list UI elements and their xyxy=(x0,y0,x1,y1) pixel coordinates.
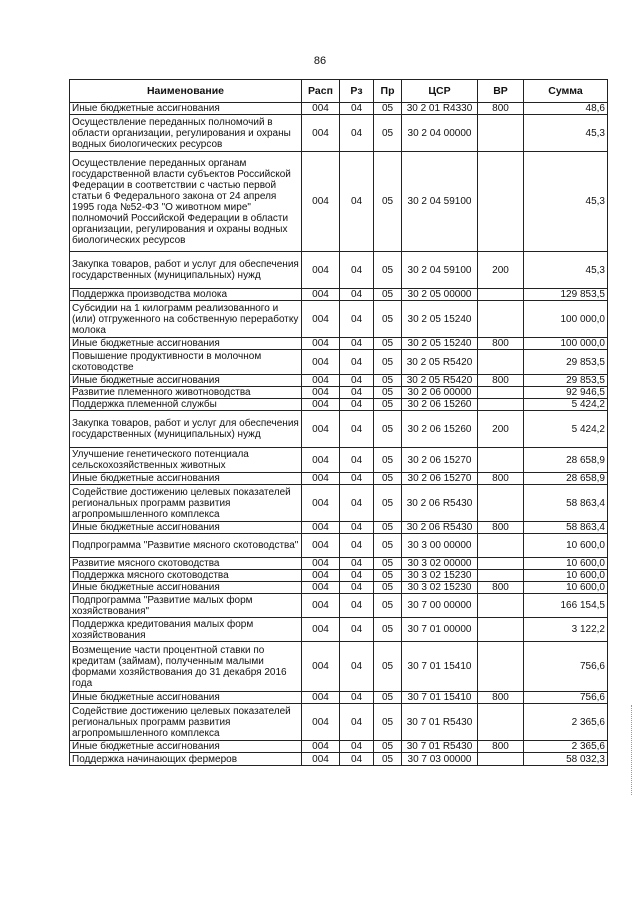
cell-name: Иные бюджетные ассигнования xyxy=(70,338,302,350)
table-header-row xyxy=(70,80,608,103)
cell-pr: 05 xyxy=(374,375,402,387)
budget-table xyxy=(69,79,608,766)
margin-mark xyxy=(631,705,634,795)
cell-pr: 05 xyxy=(374,473,402,485)
cell-pr: 05 xyxy=(374,741,402,753)
cell-pr: 05 xyxy=(374,522,402,534)
cell-pr: 05 xyxy=(374,485,402,522)
cell-csr: 30 2 06 R5430 xyxy=(402,485,478,522)
column-header-sum: Сумма xyxy=(524,80,608,103)
cell-rz: 04 xyxy=(340,642,374,692)
cell-vr: 800 xyxy=(478,522,524,534)
cell-name: Повышение продуктивности в молочном скотоводстве xyxy=(70,350,302,375)
cell-sum: 10 600,0 xyxy=(524,558,608,570)
cell-rasp: 004 xyxy=(302,399,340,411)
cell-name: Иные бюджетные ассигнования xyxy=(70,103,302,115)
cell-pr: 05 xyxy=(374,692,402,704)
cell-sum: 45,3 xyxy=(524,115,608,152)
cell-pr: 05 xyxy=(374,115,402,152)
cell-csr: 30 7 01 15410 xyxy=(402,692,478,704)
cell-rz: 04 xyxy=(340,594,374,618)
cell-sum: 166 154,5 xyxy=(524,594,608,618)
cell-rasp: 004 xyxy=(302,741,340,753)
cell-vr xyxy=(478,289,524,301)
cell-name: Иные бюджетные ассигнования xyxy=(70,375,302,387)
cell-rz: 04 xyxy=(340,152,374,252)
cell-sum: 58 032,3 xyxy=(524,753,608,766)
cell-vr xyxy=(478,115,524,152)
cell-rasp: 004 xyxy=(302,448,340,473)
cell-csr: 30 2 06 R5430 xyxy=(402,522,478,534)
cell-rasp: 004 xyxy=(302,582,340,594)
cell-name: Иные бюджетные ассигнования xyxy=(70,582,302,594)
cell-rasp: 004 xyxy=(302,473,340,485)
cell-csr: 30 2 05 R5420 xyxy=(402,350,478,375)
cell-name: Возмещение части процентной ставки по кредитам (займам), полученным малыми формами хозяйствования до 31 декабря 2016 года xyxy=(70,642,302,692)
cell-rz: 04 xyxy=(340,558,374,570)
page-number: 86 xyxy=(313,55,327,67)
cell-pr: 05 xyxy=(374,448,402,473)
cell-pr: 05 xyxy=(374,387,402,399)
cell-rz: 04 xyxy=(340,741,374,753)
cell-name: Иные бюджетные ассигнования xyxy=(70,741,302,753)
cell-rasp: 004 xyxy=(302,375,340,387)
cell-csr: 30 7 01 15410 xyxy=(402,642,478,692)
cell-vr: 200 xyxy=(478,411,524,448)
column-header-name: Наименование xyxy=(70,80,302,103)
cell-name: Осуществление переданных органам государственной власти субъектов Российской Федерации в соответствии с частью первой статьи 6 Федерального закона от 24 апреля 1995 года №52-ФЗ "О животном мире" полномочий Российской Федерации в области организации, регулирования и охраны водных биологических ресурсов xyxy=(70,152,302,252)
cell-csr: 30 2 04 59100 xyxy=(402,252,478,289)
cell-sum: 5 424,2 xyxy=(524,411,608,448)
cell-pr: 05 xyxy=(374,152,402,252)
cell-vr xyxy=(478,448,524,473)
table-row xyxy=(70,642,608,692)
cell-vr: 800 xyxy=(478,103,524,115)
cell-rasp: 004 xyxy=(302,387,340,399)
cell-name: Содействие достижению целевых показателей региональных программ развития агропромышленного комплекса xyxy=(70,485,302,522)
cell-rasp: 004 xyxy=(302,338,340,350)
cell-vr xyxy=(478,152,524,252)
column-header-csr: ЦСР xyxy=(402,80,478,103)
cell-pr: 05 xyxy=(374,704,402,741)
table-row xyxy=(70,103,608,115)
cell-rz: 04 xyxy=(340,301,374,338)
cell-pr: 05 xyxy=(374,570,402,582)
table-row xyxy=(70,399,608,411)
table-row xyxy=(70,387,608,399)
table-row xyxy=(70,350,608,375)
cell-name: Поддержка кредитования малых форм хозяйствования xyxy=(70,618,302,642)
cell-rz: 04 xyxy=(340,618,374,642)
cell-name: Осуществление переданных полномочий в области организации, регулирования и охраны водных биологических ресурсов xyxy=(70,115,302,152)
cell-rz: 04 xyxy=(340,704,374,741)
cell-vr: 200 xyxy=(478,252,524,289)
cell-rasp: 004 xyxy=(302,152,340,252)
cell-rasp: 004 xyxy=(302,570,340,582)
table-row xyxy=(70,448,608,473)
cell-sum: 92 946,5 xyxy=(524,387,608,399)
cell-rz: 04 xyxy=(340,338,374,350)
cell-sum: 756,6 xyxy=(524,692,608,704)
table-row xyxy=(70,704,608,741)
cell-csr: 30 7 01 R5430 xyxy=(402,704,478,741)
cell-rasp: 004 xyxy=(302,642,340,692)
table-row xyxy=(70,741,608,753)
cell-rasp: 004 xyxy=(302,558,340,570)
cell-vr xyxy=(478,399,524,411)
cell-rz: 04 xyxy=(340,534,374,558)
cell-name: Улучшение генетического потенциала сельскохозяйственных животных xyxy=(70,448,302,473)
cell-pr: 05 xyxy=(374,301,402,338)
cell-sum: 10 600,0 xyxy=(524,570,608,582)
cell-rz: 04 xyxy=(340,692,374,704)
table-row xyxy=(70,534,608,558)
table-row xyxy=(70,252,608,289)
table-row xyxy=(70,570,608,582)
cell-rasp: 004 xyxy=(302,301,340,338)
cell-name: Поддержка мясного скотоводства xyxy=(70,570,302,582)
cell-csr: 30 7 01 00000 xyxy=(402,618,478,642)
cell-rasp: 004 xyxy=(302,350,340,375)
cell-rasp: 004 xyxy=(302,753,340,766)
cell-name: Развитие мясного скотоводства xyxy=(70,558,302,570)
cell-sum: 2 365,6 xyxy=(524,704,608,741)
cell-name: Содействие достижению целевых показателей региональных программ развития агропромышленного комплекса xyxy=(70,704,302,741)
cell-sum: 58 863,4 xyxy=(524,522,608,534)
cell-pr: 05 xyxy=(374,103,402,115)
cell-sum: 3 122,2 xyxy=(524,618,608,642)
cell-rz: 04 xyxy=(340,103,374,115)
column-header-vr: ВР xyxy=(478,80,524,103)
table-row xyxy=(70,411,608,448)
table-row xyxy=(70,473,608,485)
table-row xyxy=(70,522,608,534)
table-row xyxy=(70,485,608,522)
cell-csr: 30 7 00 00000 xyxy=(402,594,478,618)
cell-csr: 30 3 02 00000 xyxy=(402,558,478,570)
cell-pr: 05 xyxy=(374,252,402,289)
table-row xyxy=(70,753,608,766)
cell-csr: 30 2 04 00000 xyxy=(402,115,478,152)
cell-csr: 30 2 06 15260 xyxy=(402,399,478,411)
cell-rasp: 004 xyxy=(302,411,340,448)
cell-name: Подпрограмма "Развитие мясного скотоводства" xyxy=(70,534,302,558)
cell-pr: 05 xyxy=(374,399,402,411)
cell-rasp: 004 xyxy=(302,115,340,152)
cell-rasp: 004 xyxy=(302,534,340,558)
cell-name: Поддержка племенной службы xyxy=(70,399,302,411)
cell-vr xyxy=(478,387,524,399)
cell-csr: 30 3 02 15230 xyxy=(402,582,478,594)
cell-sum: 58 863,4 xyxy=(524,485,608,522)
table-row xyxy=(70,152,608,252)
cell-rz: 04 xyxy=(340,485,374,522)
cell-name: Субсидии на 1 килограмм реализованного и (или) отгруженного на собственную переработку молока xyxy=(70,301,302,338)
cell-name: Закупка товаров, работ и услуг для обеспечения государственных (муниципальных) нужд xyxy=(70,411,302,448)
cell-csr: 30 3 00 00000 xyxy=(402,534,478,558)
cell-csr: 30 2 04 59100 xyxy=(402,152,478,252)
table-row xyxy=(70,558,608,570)
table-row xyxy=(70,618,608,642)
cell-rz: 04 xyxy=(340,350,374,375)
cell-pr: 05 xyxy=(374,642,402,692)
table-row xyxy=(70,289,608,301)
cell-vr xyxy=(478,485,524,522)
cell-csr: 30 7 01 R5430 xyxy=(402,741,478,753)
cell-vr xyxy=(478,594,524,618)
cell-pr: 05 xyxy=(374,338,402,350)
cell-pr: 05 xyxy=(374,594,402,618)
cell-rz: 04 xyxy=(340,570,374,582)
table-row xyxy=(70,338,608,350)
cell-pr: 05 xyxy=(374,411,402,448)
cell-vr xyxy=(478,534,524,558)
table-row xyxy=(70,115,608,152)
cell-rz: 04 xyxy=(340,375,374,387)
cell-vr xyxy=(478,570,524,582)
cell-rz: 04 xyxy=(340,753,374,766)
cell-rasp: 004 xyxy=(302,618,340,642)
cell-pr: 05 xyxy=(374,289,402,301)
cell-rasp: 004 xyxy=(302,103,340,115)
cell-vr xyxy=(478,350,524,375)
cell-name: Подпрограмма "Развитие малых форм хозяйствования" xyxy=(70,594,302,618)
table-row xyxy=(70,301,608,338)
cell-rasp: 004 xyxy=(302,485,340,522)
cell-csr: 30 2 05 00000 xyxy=(402,289,478,301)
cell-pr: 05 xyxy=(374,618,402,642)
cell-sum: 28 658,9 xyxy=(524,473,608,485)
cell-csr: 30 2 05 R5420 xyxy=(402,375,478,387)
cell-sum: 5 424,2 xyxy=(524,399,608,411)
cell-vr xyxy=(478,558,524,570)
cell-sum: 28 658,9 xyxy=(524,448,608,473)
cell-name: Развитие племенного животноводства xyxy=(70,387,302,399)
cell-vr xyxy=(478,704,524,741)
table-body xyxy=(70,103,608,766)
cell-rasp: 004 xyxy=(302,252,340,289)
cell-csr: 30 2 05 15240 xyxy=(402,338,478,350)
cell-csr: 30 2 05 15240 xyxy=(402,301,478,338)
cell-rz: 04 xyxy=(340,289,374,301)
cell-csr: 30 2 06 15260 xyxy=(402,411,478,448)
cell-vr: 800 xyxy=(478,338,524,350)
cell-rz: 04 xyxy=(340,115,374,152)
cell-csr: 30 2 06 00000 xyxy=(402,387,478,399)
cell-vr xyxy=(478,753,524,766)
cell-rasp: 004 xyxy=(302,522,340,534)
column-header-rasp: Расп xyxy=(302,80,340,103)
cell-rz: 04 xyxy=(340,387,374,399)
cell-rasp: 004 xyxy=(302,704,340,741)
cell-sum: 100 000,0 xyxy=(524,301,608,338)
cell-csr: 30 2 06 15270 xyxy=(402,448,478,473)
cell-sum: 129 853,5 xyxy=(524,289,608,301)
table-row xyxy=(70,375,608,387)
cell-vr xyxy=(478,618,524,642)
cell-pr: 05 xyxy=(374,534,402,558)
cell-sum: 45,3 xyxy=(524,252,608,289)
cell-name: Иные бюджетные ассигнования xyxy=(70,692,302,704)
cell-pr: 05 xyxy=(374,558,402,570)
cell-rz: 04 xyxy=(340,252,374,289)
cell-csr: 30 7 03 00000 xyxy=(402,753,478,766)
cell-name: Иные бюджетные ассигнования xyxy=(70,473,302,485)
cell-pr: 05 xyxy=(374,350,402,375)
cell-vr: 800 xyxy=(478,692,524,704)
cell-rz: 04 xyxy=(340,448,374,473)
cell-sum: 48,6 xyxy=(524,103,608,115)
cell-rz: 04 xyxy=(340,582,374,594)
cell-vr xyxy=(478,642,524,692)
cell-pr: 05 xyxy=(374,582,402,594)
cell-vr: 800 xyxy=(478,473,524,485)
cell-sum: 29 853,5 xyxy=(524,350,608,375)
cell-csr: 30 3 02 15230 xyxy=(402,570,478,582)
cell-sum: 10 600,0 xyxy=(524,582,608,594)
cell-sum: 2 365,6 xyxy=(524,741,608,753)
table-row xyxy=(70,594,608,618)
cell-vr: 800 xyxy=(478,741,524,753)
cell-vr xyxy=(478,301,524,338)
cell-csr: 30 2 06 15270 xyxy=(402,473,478,485)
cell-rz: 04 xyxy=(340,473,374,485)
cell-csr: 30 2 01 R4330 xyxy=(402,103,478,115)
column-header-rz: Рз xyxy=(340,80,374,103)
cell-pr: 05 xyxy=(374,753,402,766)
cell-name: Поддержка начинающих фермеров xyxy=(70,753,302,766)
cell-sum: 756,6 xyxy=(524,642,608,692)
cell-sum: 100 000,0 xyxy=(524,338,608,350)
cell-vr: 800 xyxy=(478,375,524,387)
cell-rz: 04 xyxy=(340,522,374,534)
cell-vr: 800 xyxy=(478,582,524,594)
cell-name: Поддержка производства молока xyxy=(70,289,302,301)
cell-name: Закупка товаров, работ и услуг для обеспечения государственных (муниципальных) нужд xyxy=(70,252,302,289)
cell-rasp: 004 xyxy=(302,594,340,618)
cell-rasp: 004 xyxy=(302,289,340,301)
cell-sum: 29 853,5 xyxy=(524,375,608,387)
table-row xyxy=(70,692,608,704)
cell-rz: 04 xyxy=(340,411,374,448)
cell-name: Иные бюджетные ассигнования xyxy=(70,522,302,534)
cell-sum: 45,3 xyxy=(524,152,608,252)
cell-rasp: 004 xyxy=(302,692,340,704)
column-header-pr: Пр xyxy=(374,80,402,103)
cell-sum: 10 600,0 xyxy=(524,534,608,558)
cell-rz: 04 xyxy=(340,399,374,411)
table-row xyxy=(70,582,608,594)
